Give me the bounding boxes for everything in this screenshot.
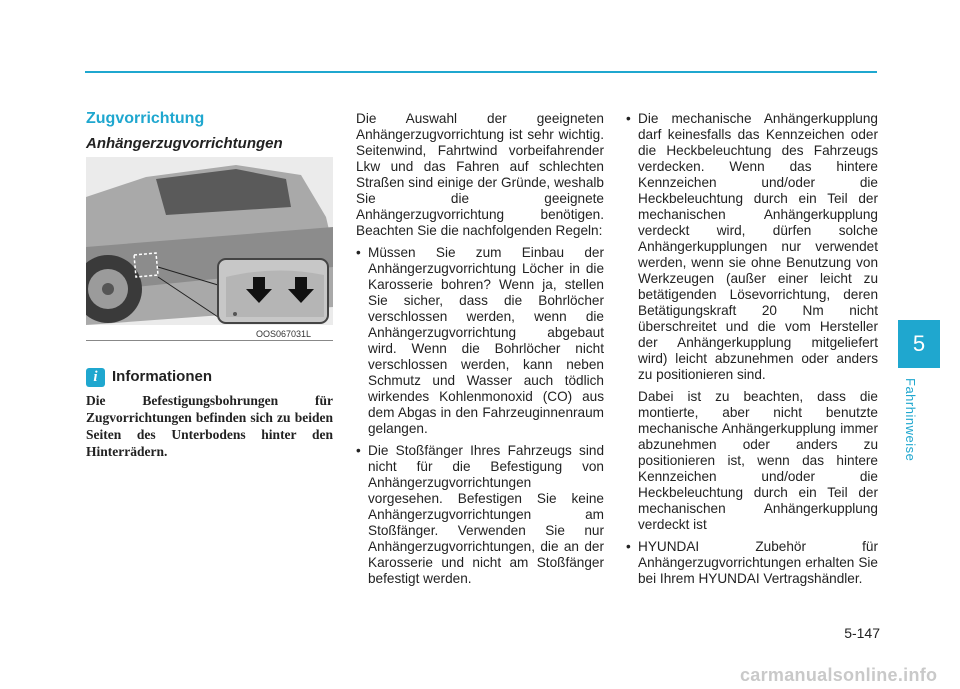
list-item-continuation: Dabei ist zu beachten, dass die montierte, aber nicht benutzte mechanische Anhängerkupplung immer abzunehmen oder anders zu positionieren ist, wenn das hintere Kennzeichen und/oder die Heckbeleuchtung durch ein Teil der mechanischen Anhängerkupplung verdeckt ist bbox=[638, 389, 878, 532]
figure-rule bbox=[86, 340, 333, 341]
subsection-title: Anhängerzugvorrichtungen bbox=[86, 135, 283, 152]
car-rear-image bbox=[86, 157, 333, 325]
chapter-number-tab: 5 bbox=[898, 320, 940, 368]
info-body: Die Befestigungsbohrungen für Zugvorrichtungen befinden sich zu beiden Seiten des Unterbodens hinter den Hinterrädern. bbox=[86, 393, 333, 459]
rules-list bbox=[356, 245, 604, 587]
text-column-right bbox=[626, 111, 878, 593]
list-item: • Die mechanische Anhängerkupplung darf keinesfalls das Kennzeichen oder die Heckbeleuchtung des Fahrzeugs verdecken. Wenn das hintere Kennzeichen und/oder die Heckbeleuchtung durch ein Teil der mechanischen Anhängerkupplung verdeckt wird, dürfen solche Anhängerkupplungen nur verwendet werden, wenn sie ohne Benutzung von Werkzeugen (außer einer leicht zu betätigenden Lösevorrichtung, deren Betätigungskraft 20 Nm nicht überschreitet und die vom Hersteller der Anhängerkupplung mitgeliefert wird) leicht abzunehmen oder anders zu positionieren sind. bbox=[626, 111, 878, 383]
header-rule bbox=[85, 71, 877, 73]
chapter-label: Fahrhinweise bbox=[903, 378, 918, 462]
info-title: Informationen bbox=[112, 368, 212, 385]
rules-list-end bbox=[626, 539, 878, 587]
watermark: carmanualsonline.info bbox=[740, 665, 938, 685]
list-item: • Die Stoßfänger Ihres Fahrzeugs sind nicht für die Befestigung von Anhängerzugvorrichtungen vorgesehen. Befestigen Sie keine Anhängerzugvorrichtungen am Stoßfänger. Verwenden Sie nur Anhängerzugvorrichtungen, die an der Karosserie und nicht am Stoßfänger befestigt werden. bbox=[356, 443, 604, 587]
intro-paragraph: Die Auswahl der geeigneten Anhängerzugvorrichtung ist sehr wichtig. Seitenwind, Fahrtwind vorbeifahrender Lkw und das Fahren auf schlechten Straßen sind einige der Gründe, weshalb Sie die geeignete Anhängerzugvorrichtung benötigen. Beachten Sie die nachfolgenden Regeln: bbox=[356, 111, 604, 238]
page-number: 5-147 bbox=[844, 625, 880, 641]
section-title: Zugvorrichtung bbox=[86, 110, 205, 127]
text-column-middle bbox=[356, 111, 604, 593]
list-item: • HYUNDAI Zubehör für Anhängerzugvorrichtungen erhalten Sie bei Ihrem HYUNDAI Vertragshändler. bbox=[626, 539, 878, 587]
tow-hook-illustration bbox=[86, 157, 333, 325]
figure-code: OOS067031L bbox=[256, 329, 312, 339]
rules-list-continued bbox=[626, 111, 878, 383]
info-icon: i bbox=[86, 368, 105, 387]
list-item: • Müssen Sie zum Einbau der Anhängerzugvorrichtung Löcher in die Karosserie bohren? Wenn ja, stellen Sie sicher, dass die Bohrlöcher verschlossen werden, wenn die Anhängerzugvorrichtung abgebaut wird. Wenn die Bohrlöcher nicht verschlossen werden, kann neben Schmutz und Wasser auch tödlich wirkendes Kohlenmonoxid (CO) aus dem Abgas in den Fahrzeuginnenraum gelangen. bbox=[356, 245, 604, 437]
